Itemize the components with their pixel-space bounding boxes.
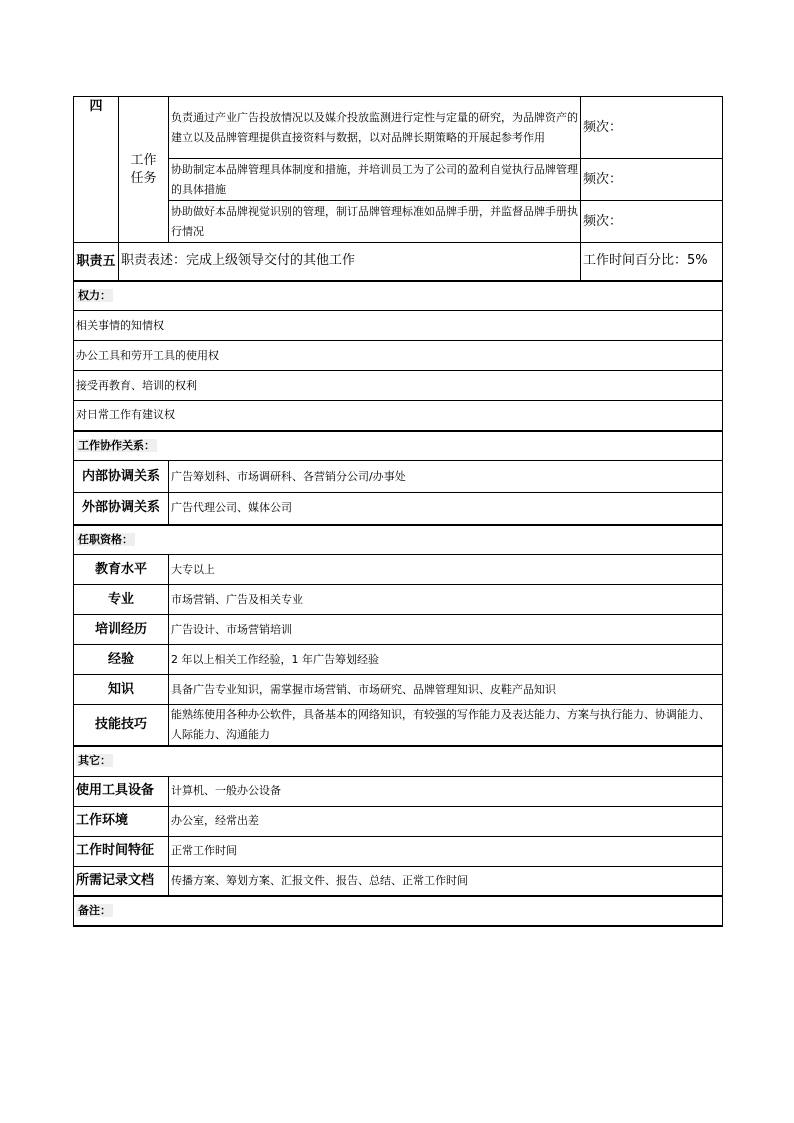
duty4-task-1: 负责通过产业广告投放情况以及媒介投放监测进行定性与定量的研究，为品牌资产的建立以及品牌管理提供直接资料与数据，以对品牌长期策略的开展起参考作用 (169, 97, 581, 159)
documents-label: 所需记录文档 (74, 866, 169, 896)
job-description-table (73, 96, 723, 927)
skills-value: 能熟练使用各种办公软件，具备基本的网络知识，有较强的写作能力及表达能力、方案与执行能力、协调能力、人际能力、沟通能力 (169, 705, 723, 747)
duty5-time: 工作时间百分比：5% (581, 243, 723, 281)
training-value: 广告设计、市场营销培训 (169, 615, 723, 645)
other-title: 其它： (74, 746, 723, 776)
cooperation-title: 工作协作关系： (74, 431, 723, 461)
tools-value: 计算机、一般办公设备 (169, 776, 723, 806)
environment-value: 办公室，经常出差 (169, 806, 723, 836)
major-value: 市场营销、广告及相关专业 (169, 585, 723, 615)
qualification-title: 任职资格： (74, 525, 723, 555)
duty4-category: 工作任务 (119, 97, 169, 243)
remark-title: 备注： (74, 896, 723, 926)
work-time-value: 正常工作时间 (169, 836, 723, 866)
tools-label: 使用工具设备 (74, 776, 169, 806)
training-label: 培训经历 (74, 615, 169, 645)
skills-label: 技能技巧 (74, 705, 169, 747)
external-coordination-value: 广告代理公司、媒体公司 (169, 493, 723, 525)
duty4-freq-3: 频次： (581, 201, 723, 243)
authority-item: 对日常工作有建议权 (74, 401, 723, 431)
authority-item: 相关事情的知情权 (74, 311, 723, 341)
internal-coordination-value: 广告筹划科、市场调研科、各营销分公司/办事处 (169, 461, 723, 493)
major-label: 专业 (74, 585, 169, 615)
education-label: 教育水平 (74, 555, 169, 585)
duty5-desc: 职责表述：完成上级领导交付的其他工作 (119, 243, 581, 281)
external-coordination-label: 外部协调关系 (74, 493, 169, 525)
authority-title: 权力： (74, 281, 723, 311)
environment-label: 工作环境 (74, 806, 169, 836)
duty5-label: 职责五 (74, 243, 119, 281)
authority-item: 办公工具和劳开工具的使用权 (74, 341, 723, 371)
duty4-freq-2: 频次： (581, 159, 723, 201)
duty4-task-3: 协助做好本品牌视觉识别的管理，制订品牌管理标准如品牌手册，并监督品牌手册执行情况 (169, 201, 581, 243)
internal-coordination-label: 内部协调关系 (74, 461, 169, 493)
knowledge-label: 知识 (74, 675, 169, 705)
duty4-freq-1: 频次： (581, 97, 723, 159)
knowledge-value: 具备广告专业知识，需掌握市场营销、市场研究、品牌管理知识、皮鞋产品知识 (169, 675, 723, 705)
documents-value: 传播方案、筹划方案、汇报文件、报告、总结、正常工作时间 (169, 866, 723, 896)
experience-value: 2 年以上相关工作经验，1 年广告筹划经验 (169, 645, 723, 675)
authority-item: 接受再教育、培训的权利 (74, 371, 723, 401)
job-description-sheet (73, 96, 722, 927)
duty4-number: 四 (74, 97, 119, 243)
experience-label: 经验 (74, 645, 169, 675)
duty4-task-2: 协助制定本品牌管理具体制度和措施，并培训员工为了公司的盈利自觉执行品牌管理的具体措施 (169, 159, 581, 201)
education-value: 大专以上 (169, 555, 723, 585)
work-time-label: 工作时间特征 (74, 836, 169, 866)
